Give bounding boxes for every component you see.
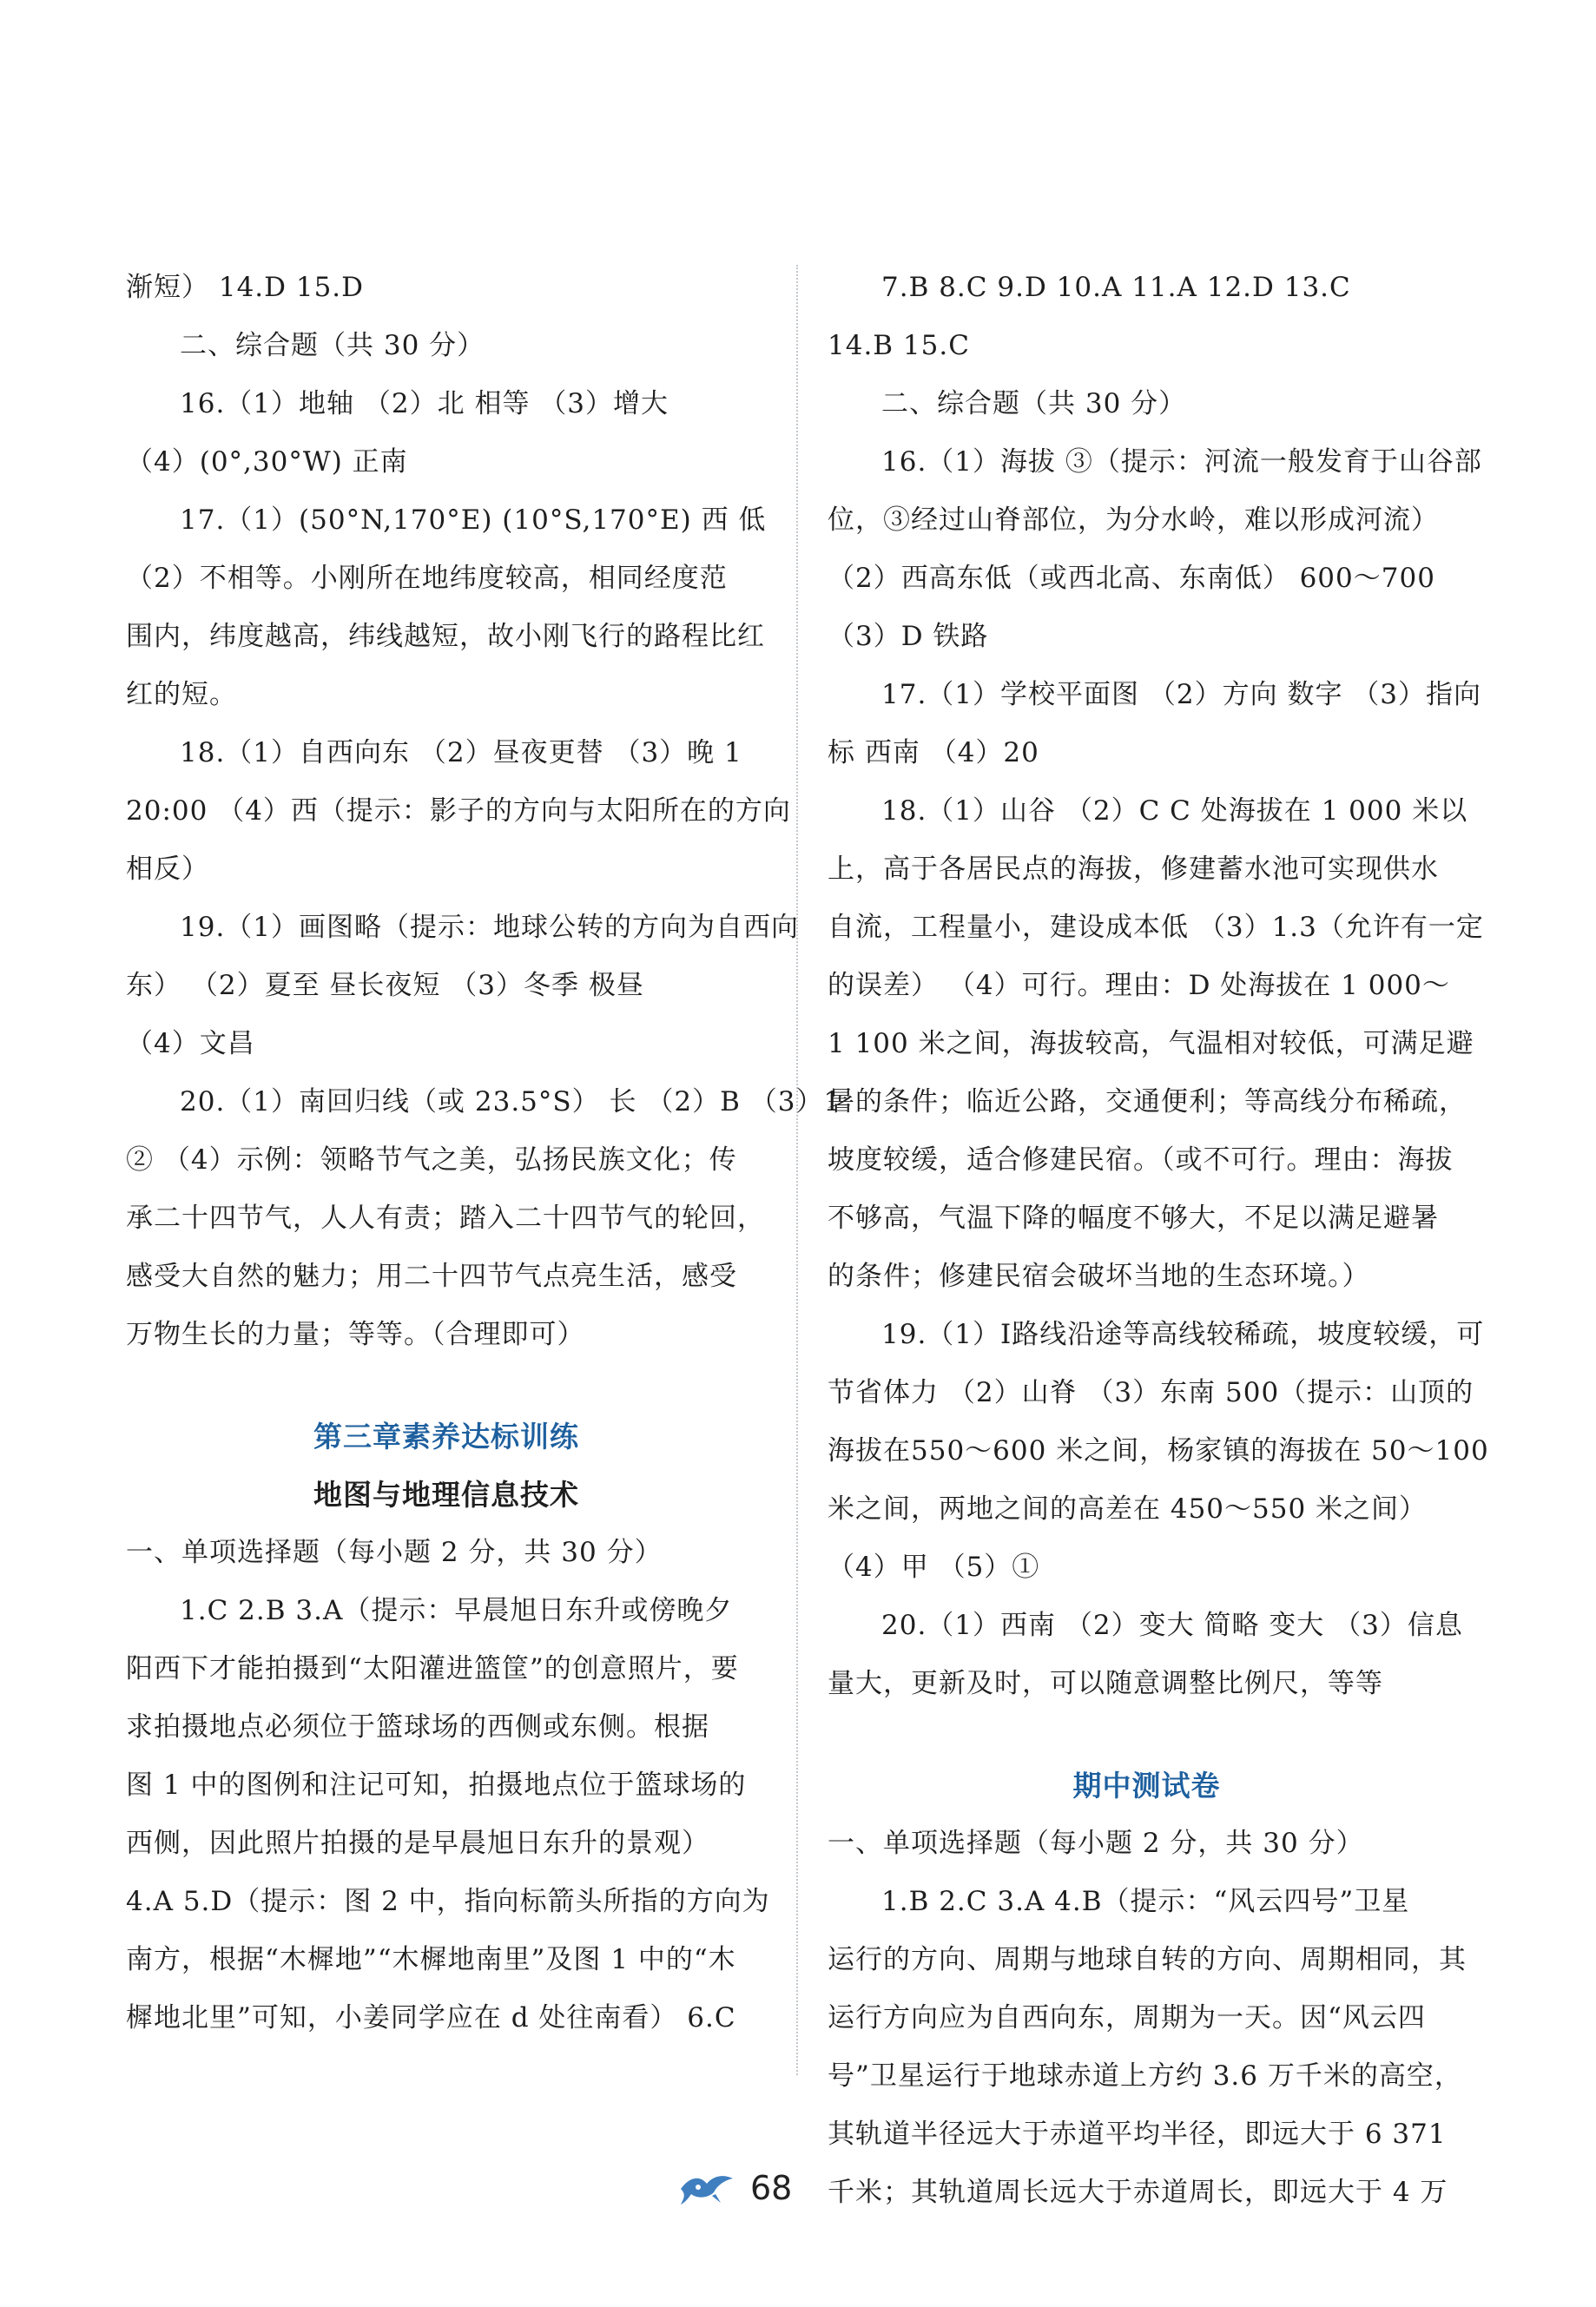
text-line: 节省体力 （2）山脊 （3）东南 500（提示：山顶的 bbox=[828, 1377, 1474, 1408]
text-line: 运行的方向、周期与地球自转的方向、周期相同，其 bbox=[828, 1944, 1467, 1975]
text-line: 19.（1）画图略（提示：地球公转的方向为自西向 bbox=[180, 912, 800, 943]
text-line: 一、单项选择题（每小题 2 分，共 30 分） bbox=[828, 1828, 1364, 1859]
text-line: （4）文昌 bbox=[126, 1028, 255, 1059]
text-line: 阳西下才能拍摄到“太阳灌进篮筐”的创意照片，要 bbox=[126, 1653, 739, 1684]
text-line: 4.A 5.D（提示：图 2 中，指向标箭头所指的方向为 bbox=[126, 1886, 770, 1917]
text-line: 相反） bbox=[126, 854, 209, 885]
section-header: 期中测试卷 bbox=[1072, 1769, 1221, 1803]
text-line: 图 1 中的图例和注记可知，拍摄地点位于篮球场的 bbox=[126, 1770, 747, 1801]
text-line: 7.B 8.C 9.D 10.A 11.A 12.D 13.C bbox=[881, 272, 1351, 303]
text-line: 二、综合题（共 30 分） bbox=[180, 330, 485, 361]
text-line: 不够高，气温下降的幅度不够大，不足以满足避暑 bbox=[828, 1203, 1439, 1234]
text-line: 上，高于各居民点的海拔，修建蓄水池可实现供水 bbox=[828, 854, 1439, 885]
text-line: 1.B 2.C 3.A 4.B（提示：“风云四号”卫星 bbox=[881, 1886, 1410, 1917]
page-footer bbox=[677, 2162, 792, 2214]
text-line: 17.（1）(50°N,170°E) (10°S,170°E) 西 低 bbox=[180, 504, 767, 536]
page-number: 68 bbox=[750, 2169, 793, 2207]
text-line: ② （4）示例：领略节气之美，弘扬民族文化；传 bbox=[126, 1144, 737, 1176]
text-line: （4）(0°,30°W) 正南 bbox=[126, 446, 408, 478]
bird-logo-icon bbox=[677, 2168, 738, 2208]
text-line: 20.（1）西南 （2）变大 简略 变大 （3）信息 bbox=[881, 1610, 1463, 1641]
text-line: （2）西高东低（或西北高、东南低） 600～700 bbox=[828, 563, 1435, 594]
text-line: 米之间，两地之间的高差在 450～550 米之间） bbox=[828, 1493, 1428, 1525]
column-divider bbox=[796, 265, 798, 2075]
text-line: 的条件；修建民宿会破坏当地的生态环境。） bbox=[828, 1261, 1370, 1292]
text-line: 18.（1）山谷 （2）C C 处海拔在 1 000 米以 bbox=[881, 795, 1468, 827]
text-line: 西侧，因此照片拍摄的是早晨旭日东升的景观） bbox=[126, 1828, 709, 1859]
text-line: 红的短。 bbox=[126, 679, 237, 710]
text-line: 的误差） （4）可行。理由：D 处海拔在 1 000～ bbox=[828, 970, 1450, 1001]
text-line: 20:00 （4）西（提示：影子的方向与太阳所在的方向 bbox=[126, 795, 791, 827]
text-line: 渐短） 14.D 15.D bbox=[126, 272, 365, 303]
text-line: 二、综合题（共 30 分） bbox=[881, 388, 1187, 419]
text-line: 一、单项选择题（每小题 2 分，共 30 分） bbox=[126, 1537, 663, 1568]
text-line: 暑的条件；临近公路，交通便利；等高线分布稀疏， bbox=[828, 1086, 1467, 1117]
text-line: 承二十四节气，人人有责；踏入二十四节气的轮回， bbox=[126, 1203, 765, 1234]
text-line: 南方，根据“木樨地”“木樨地南里”及图 1 中的“木 bbox=[126, 1944, 736, 1975]
text-line: （2）不相等。小刚所在地纬度较高，相同经度范 bbox=[126, 563, 728, 594]
text-line: 20.（1）南回归线（或 23.5°S） 长 （2）B （3）1 bbox=[180, 1086, 842, 1117]
text-line: 号”卫星运行于地球赤道上方约 3.6 万千米的高空， bbox=[828, 2060, 1462, 2092]
text-line: 运行方向应为自西向东，周期为一天。因“风云四 bbox=[828, 2002, 1426, 2033]
text-line: 感受大自然的魅力；用二十四节气点亮生活，感受 bbox=[126, 1261, 737, 1292]
text-line: 东） （2）夏至 昼长夜短 （3）冬季 极昼 bbox=[126, 970, 644, 1001]
text-line: 自流，工程量小，建设成本低 （3）1.3（允许有一定 bbox=[828, 912, 1484, 943]
text-line: 坡度较缓，适合修建民宿。（或不可行。理由：海拔 bbox=[828, 1144, 1454, 1176]
text-line: 14.B 15.C bbox=[828, 330, 970, 361]
text-line: 万物生长的力量；等等。（合理即可） bbox=[126, 1319, 585, 1350]
text-line: 樨地北里”可知，小姜同学应在 d 处往南看） 6.C bbox=[126, 2002, 736, 2033]
text-line: 16.（1）海拔 ③（提示：河流一般发育于山谷部 bbox=[881, 446, 1482, 478]
section-subtitle: 地图与地理信息技术 bbox=[313, 1478, 579, 1512]
text-line: 1 100 米之间，海拔较高，气温相对较低，可满足避 bbox=[828, 1028, 1474, 1059]
section-header: 第三章素养达标训练 bbox=[313, 1420, 579, 1453]
text-line: 其轨道半径远大于赤道平均半径，即远大于 6 371 bbox=[828, 2119, 1447, 2150]
text-line: 19.（1）Ⅰ路线沿途等高线较稀疏，坡度较缓，可 bbox=[881, 1319, 1485, 1350]
text-line: 16.（1）地轴 （2）北 相等 （3）增大 bbox=[180, 388, 669, 419]
text-line: 1.C 2.B 3.A（提示：早晨旭日东升或傍晚夕 bbox=[180, 1595, 733, 1626]
text-line: 围内，纬度越高，纬线越短，故小刚飞行的路程比红 bbox=[126, 621, 765, 652]
text-line: 标 西南 （4）20 bbox=[828, 737, 1039, 768]
left-column bbox=[126, 259, 842, 2047]
text-line: 求拍摄地点必须位于篮球场的西侧或东侧。根据 bbox=[126, 1711, 709, 1743]
right-column bbox=[828, 259, 1489, 2222]
text-line: 海拔在550～600 米之间，杨家镇的海拔在 50～100 bbox=[828, 1435, 1489, 1467]
text-line: 17.（1）学校平面图 （2）方向 数字 （3）指向 bbox=[881, 679, 1482, 710]
text-line: 位，③经过山脊部位，为分水岭，难以形成河流） bbox=[828, 504, 1439, 536]
text-line: 千米；其轨道周长远大于赤道周长，即远大于 4 万 bbox=[828, 2177, 1448, 2208]
text-line: 量大，更新及时，可以随意调整比例尺，等等 bbox=[828, 1668, 1383, 1699]
text-line: （3）D 铁路 bbox=[828, 621, 989, 652]
text-line: 18.（1）自西向东 （2）昼夜更替 （3）晚 1 bbox=[180, 737, 742, 768]
text-line: （4）甲 （5）① bbox=[828, 1552, 1040, 1583]
